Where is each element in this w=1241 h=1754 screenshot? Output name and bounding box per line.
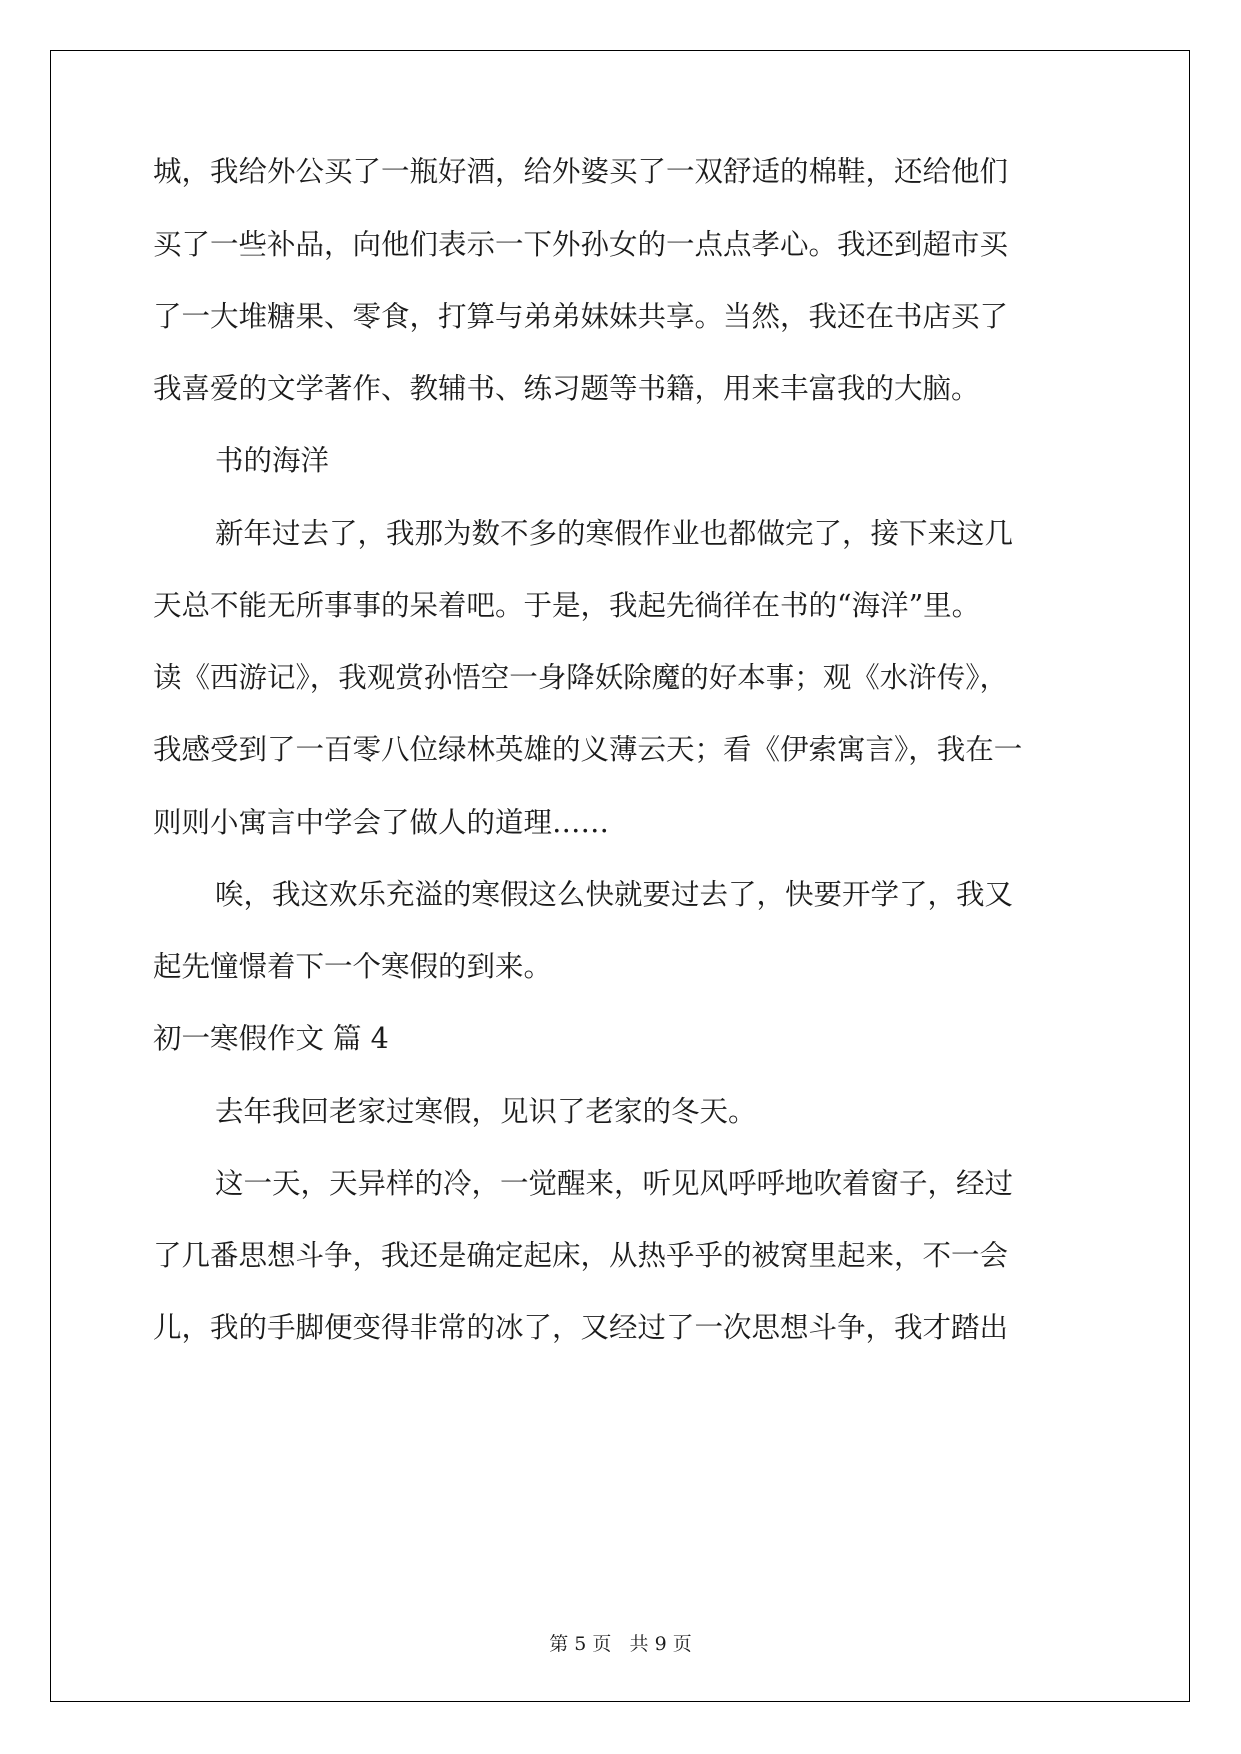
paragraph-first-line: 新年过去了，我那为数不多的寒假作业也都做完了，接下来这几: [215, 517, 1014, 550]
text-line: 了几番思想斗争，我还是确定起床，从热乎乎的被窝里起来，不一会: [153, 1239, 1009, 1272]
text-line: 读《西游记》，我观赏孙悟空一身降妖除魔的好本事；观《水浒传》，: [153, 661, 1009, 694]
text-line: 我喜爱的文学著作、教辅书、练习题等书籍，用来丰富我的大脑。: [153, 372, 980, 405]
page-footer: 第 5 页 共 9 页: [549, 1633, 692, 1655]
essay-heading: 初一寒假作文 篇 4: [153, 1022, 389, 1055]
text-line: 我感受到了一百零八位绿林英雄的义薄云天；看《伊索寓言》，我在一: [153, 733, 1023, 766]
text-line: 天总不能无所事事的呆着吧。于是，我起先徜徉在书的“海洋”里。: [153, 589, 981, 622]
section-subheading: 书的海洋: [215, 444, 330, 477]
text-line: 则则小寓言中学会了做人的道理……: [153, 806, 610, 839]
paragraph-first-line: 去年我回老家过寒假，见识了老家的冬天。: [215, 1095, 757, 1128]
paragraph-first-line: 这一天，天异样的冷，一觉醒来，听见风呼呼地吹着窗子，经过: [215, 1167, 1014, 1200]
paragraph-first-line: 唉，我这欢乐充溢的寒假这么快就要过去了，快要开学了，我又: [215, 878, 1014, 911]
text-line: 买了一些补品，向他们表示一下外孙女的一点点孝心。我还到超市买: [153, 228, 1009, 261]
text-line: 了一大堆糖果、零食，打算与弟弟妹妹共享。当然，我还在书店买了: [153, 300, 1009, 333]
text-line: 城，我给外公买了一瓶好酒，给外婆买了一双舒适的棉鞋，还给他们: [153, 155, 1009, 188]
text-line: 儿，我的手脚便变得非常的冰了，又经过了一次思想斗争，我才踏出: [153, 1311, 1009, 1344]
text-line: 起先憧憬着下一个寒假的到来。: [153, 950, 553, 983]
